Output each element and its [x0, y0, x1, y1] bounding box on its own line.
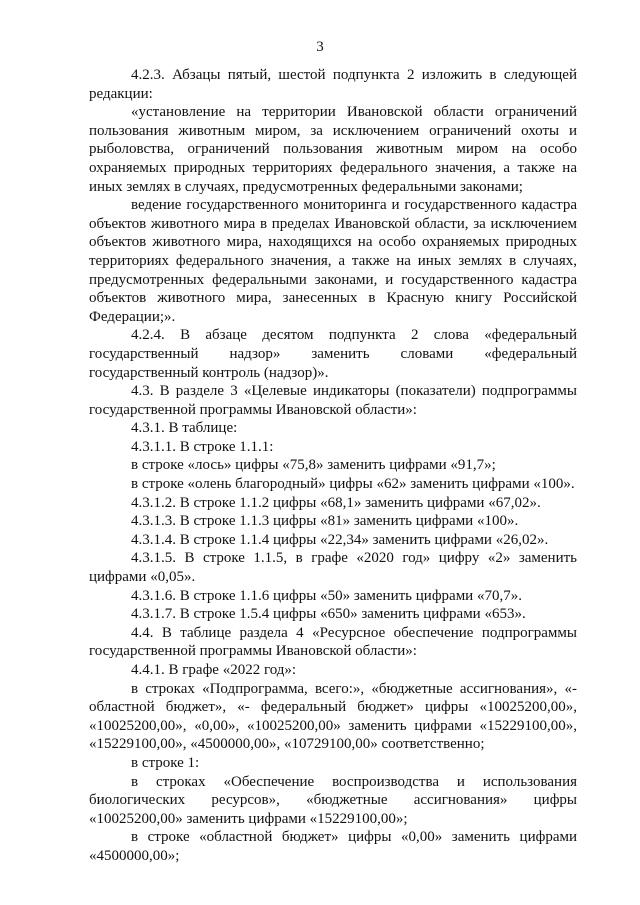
paragraph-4-3-1-4: 4.3.1.4. В строке 1.1.4 цифры «22,34» заменить цифрами «26,02». [131, 531, 549, 548]
paragraph-quote-restrictions: «установление на территории Ивановской области ограничений пользования животным миром, за исключением ограничений охоты и рыболовства, ограничений пользования животным миром на особо охраняемых природных территориях федерального значения, а также на иных землях в случаях, предусмотренных федеральными законами; [89, 104, 577, 195]
paragraph-4-3-1-3: 4.3.1.3. В строке 1.1.3 цифры «81» заменить цифрами «100». [131, 513, 519, 530]
page-number: 3 [316, 39, 324, 55]
paragraph-regional-budget-row: в строке «областной бюджет» цифры «0,00» заменить цифрами «4500000,00»; [89, 829, 577, 864]
paragraph-4-3-1-2: 4.3.1.2. В строке 1.1.2 цифры «68,1» заменить цифрами «67,02». [131, 494, 541, 511]
paragraph-4-3-1: 4.3.1. В таблице: [131, 420, 238, 437]
paragraph-subprogram-rows: в строках «Подпрограмма, всего:», «бюджетные ассигнования», «-областной бюджет», «- федеральный бюджет» цифры «10025200,00», «10025200,00», «0,00», «10025200,00» заменить цифрами «15229100,00», «15229100,00», «4500000,00», «10729100,00» соответственно; [89, 680, 577, 753]
paragraph-4-3-1-6: 4.3.1.6. В строке 1.1.6 цифры «50» заменить цифрами «70,7». [131, 587, 522, 604]
paragraph-4-4-1: 4.4.1. В графе «2022 год»: [131, 662, 297, 678]
paragraph-4-3-1-5: 4.3.1.5. В строке 1.1.5, в графе «2020 год» цифру «2» заменить цифрами «0,05». [89, 550, 577, 586]
paragraph-row-1: в строке 1: [131, 754, 200, 771]
paragraph-quote-monitoring: ведение государственного мониторинга и государственного кадастра объектов животного мира в пределах Ивановской области, за исключением объектов животного мира, находящихся на особо охраняемых природных территориях федерального значения, а также на иных землях в случаях, предусмотренных федеральными законами, и государственного кадастра объектов животного мира, занесенных в Красную книгу Российской Федерации;». [89, 197, 577, 325]
paragraph-red-deer-row: в строке «олень благородный» цифры «62» заменить цифрами «100». [131, 476, 575, 493]
paragraph-elk-row: в строке «лось» цифры «75,8» заменить цифрами «91,7»; [131, 457, 496, 474]
document-body [89, 66, 577, 866]
paragraph-4-4: 4.4. В таблице раздела 4 «Ресурсное обеспечение подпрограммы государственной программы Ивановской области»: [89, 624, 577, 660]
paragraph-4-3: 4.3. В разделе 3 «Целевые индикаторы (показатели) подпрограммы государственной программы Ивановской области»: [89, 383, 577, 418]
paragraph-reproduction-rows: в строках «Обеспечение воспроизводства и использования биологических ресурсов», «бюджетные ассигнования» цифры «10025200,00» заменить цифрами «15229100,00»; [89, 773, 577, 827]
paragraph-4-2-4: 4.2.4. В абзаце десятом подпункта 2 слова «федеральный государственный надзор» заменить словами «федеральный государственный контроль (надзор)». [89, 327, 577, 381]
paragraph-4-3-1-1: 4.3.1.1. В строке 1.1.1: [131, 438, 274, 455]
paragraph-4-2-3: 4.2.3. Абзацы пятый, шестой подпункта 2 изложить в следующей редакции: [89, 67, 577, 102]
paragraph-4-3-1-7: 4.3.1.7. В строке 1.5.4 цифры «650» заменить цифрами «653». [131, 606, 526, 623]
